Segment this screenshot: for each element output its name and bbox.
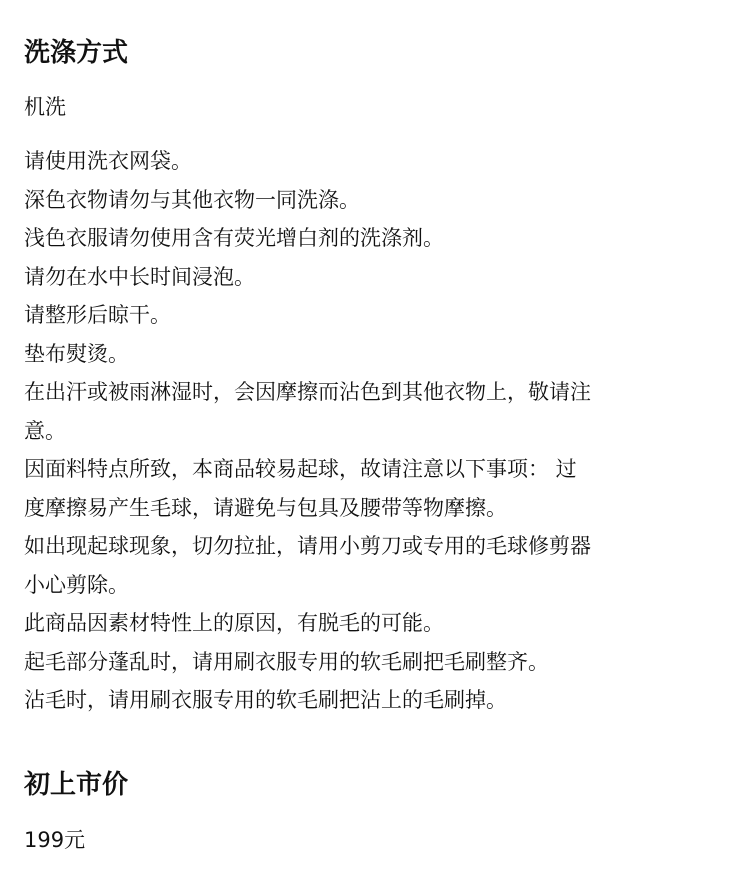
washing-note: 沾毛时，请用刷衣服专用的软毛刷把沾上的毛刷掉。 [24,688,507,712]
washing-note: 请勿在水中长时间浸泡。 [24,264,255,289]
washing-note: 深色衣物请勿与其他衣物一同洗涤。 [24,187,360,212]
washing-note: 在出汗或被雨淋湿时，会因摩擦而沾色到其他衣物上，敬请注 [24,380,591,404]
washing-method: 机洗 [24,95,66,119]
washing-note: 小心剪除。 [24,572,129,597]
washing-notes-list [24,142,730,720]
washing-note: 起毛部分蓬乱时，请用刷衣服专用的软毛刷把毛刷整齐。 [24,649,549,674]
price-section-title: 初上市价 [24,770,129,800]
washing-note: 度摩擦易产生毛球，请避免与包具及腰带等物摩擦。 [24,495,507,520]
washing-note: 意。 [24,418,66,443]
washing-section-title: 洗涤方式 [24,38,129,68]
washing-note: 浅色衣服请勿使用含有荧光增白剂的洗涤剂。 [24,226,444,250]
washing-note: 请使用洗衣网袋。 [24,149,192,173]
washing-note: 因面料特点所致，本商品较易起球，故请注意以下事项： 过 [24,457,577,481]
washing-note: 如出现起球现象，切勿拉扯，请用小剪刀或专用的毛球修剪器 [24,534,591,558]
price-value: 199元 [24,828,86,852]
washing-note: 此商品因素材特性上的原因，有脱毛的可能。 [24,611,444,635]
washing-note: 垫布熨烫。 [24,341,129,366]
washing-note: 请整形后晾干。 [24,303,171,327]
